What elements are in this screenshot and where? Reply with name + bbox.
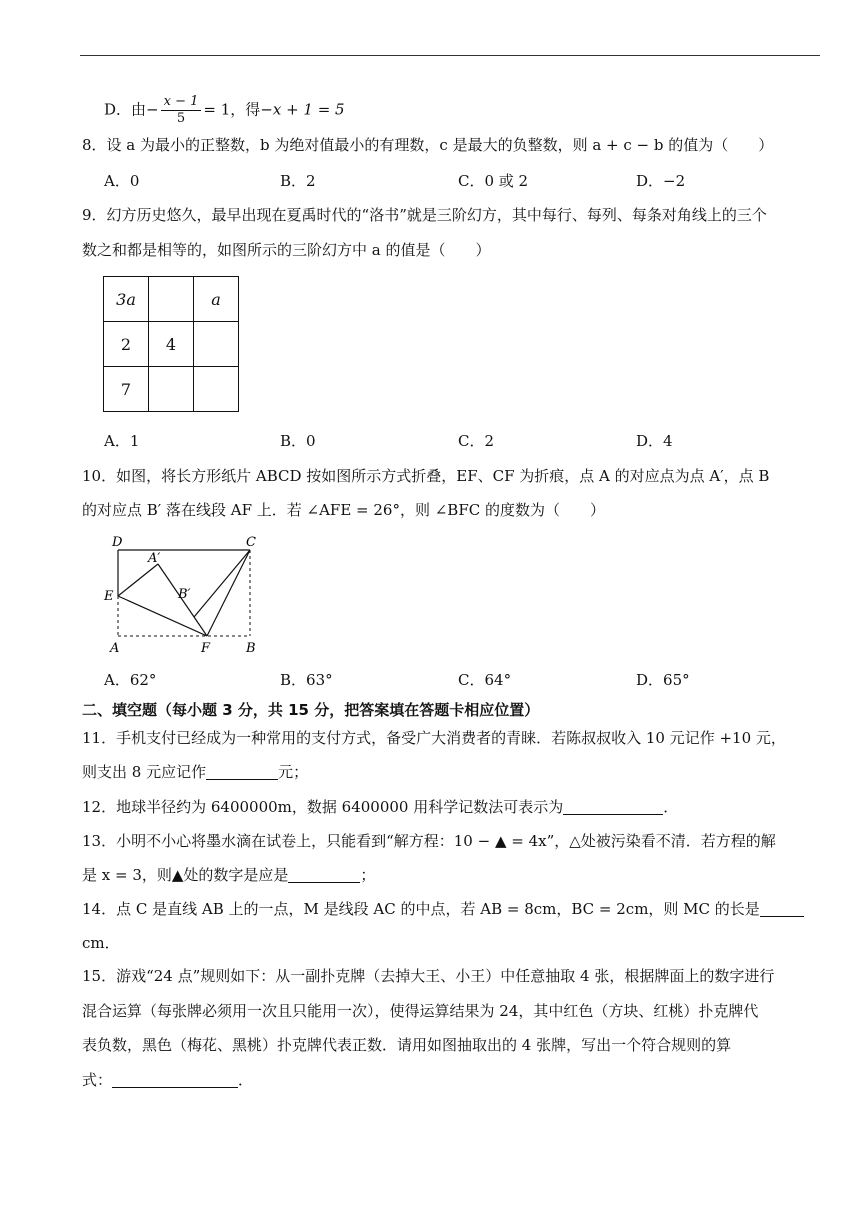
- label-b-prime: B′: [178, 587, 191, 602]
- q7-fraction: [161, 94, 202, 127]
- q15-text-a: 式：: [82, 1071, 113, 1089]
- q12-answer-blank[interactable]: [563, 798, 663, 815]
- q13-text-b: ；: [360, 866, 376, 884]
- header-rule: [80, 55, 820, 56]
- q10-stem-line1: 10．如图，将长方形纸片 ABCD 按如图所示方式折叠，EF、CF 为折痕，点 A 的对应点为点 A′，点 B: [82, 467, 770, 485]
- q7-minus: −: [146, 100, 159, 119]
- q10-stem-line2: 的对应点 B′ 落在线段 AF 上．若 ∠AFE = 26°，则 ∠BFC 的度数为（ ）: [82, 501, 605, 519]
- magic-cell: [149, 277, 194, 322]
- q9-option-c: C．2: [458, 432, 495, 450]
- q7-equals: = 1: [203, 100, 231, 119]
- q8-option-a: A．0: [104, 172, 140, 190]
- folding-figure: [100, 532, 270, 657]
- q7-result: −x + 1 = 5: [260, 100, 345, 119]
- q15-text-b: ．: [238, 1071, 254, 1089]
- label-d: D: [112, 535, 123, 550]
- q7-label: D．由: [104, 100, 147, 119]
- section-2-heading: 二、填空题（每小题 3 分，共 15 分，把答案填在答题卡相应位置）: [82, 701, 540, 719]
- q7-denominator: 5: [176, 111, 186, 126]
- label-a-prime: A′: [148, 551, 161, 566]
- label-f: F: [201, 641, 211, 656]
- q10-option-c: C．64°: [458, 671, 512, 689]
- q11-text-b: 元；: [278, 763, 309, 781]
- q14-answer-blank[interactable]: [760, 900, 804, 917]
- q7-numerator: x − 1: [161, 94, 202, 111]
- q15-stem-line2: 混合运算（每张牌必须用一次且只能用一次），使得运算结果为 24，其中红色（方块、红桃）扑克牌代: [82, 1002, 759, 1020]
- q9-stem-line1: 9．幻方历史悠久，最早出现在夏禹时代的“洛书”就是三阶幻方，其中每行、每列、每条对角线上的三个: [82, 206, 767, 224]
- label-a: A: [110, 641, 120, 656]
- q15-answer-blank[interactable]: [112, 1071, 238, 1088]
- magic-cell: a: [194, 277, 239, 322]
- q7-mid: ，得: [230, 100, 261, 119]
- label-c: C: [246, 535, 256, 550]
- label-e: E: [104, 589, 114, 604]
- q9-option-a: A．1: [104, 432, 140, 450]
- magic-cell: 7: [104, 367, 149, 412]
- q14-stem-line1: [82, 899, 804, 919]
- q9-option-b: B．0: [280, 432, 316, 450]
- q12-text-a: 12．地球半径约为 6400000m，数据 6400000 用科学记数法可表示为: [82, 798, 564, 816]
- magic-cell: 3a: [104, 277, 149, 322]
- q12-text-b: ．: [663, 798, 679, 816]
- q13-text-a: 是 x = 3，则▲处的数字是应是: [82, 866, 289, 884]
- label-b: B: [246, 641, 256, 656]
- q15-stem-line1: 15．游戏“24 点”规则如下：从一副扑克牌（去掉大王、小王）中任意抽取 4 张，根据牌面上的数字进行: [82, 967, 775, 985]
- q13-stem-line2: [82, 865, 375, 885]
- q15-stem-line4: [82, 1070, 253, 1090]
- magic-cell: [194, 322, 239, 367]
- q8-option-c: C．0 或 2: [458, 172, 529, 190]
- magic-cell: [149, 367, 194, 412]
- q7-option-d: [104, 94, 345, 127]
- q11-stem-line2: [82, 762, 308, 782]
- q8-option-d: D．−2: [636, 172, 686, 190]
- magic-cell: 4: [149, 322, 194, 367]
- magic-cell: 2: [104, 322, 149, 367]
- q9-stem-line2: 数之和都是相等的，如图所示的三阶幻方中 a 的值是（ ）: [82, 241, 491, 259]
- q14-stem-line2: cm．: [82, 934, 120, 952]
- q9-option-d: D．4: [636, 432, 673, 450]
- magic-cell: [194, 367, 239, 412]
- q12-stem: [82, 797, 678, 817]
- q13-answer-blank[interactable]: [288, 866, 360, 883]
- segment-ea1: [118, 564, 158, 596]
- q10-option-a: A．62°: [104, 671, 157, 689]
- q13-stem-line1: 13．小明不小心将墨水滴在试卷上，只能看到“解方程：10 − ▲ = 4x”，△处被污染看不清．若方程的解: [82, 832, 776, 850]
- q14-text: 14．点 C 是直线 AB 上的一点，M 是线段 AC 的中点，若 AB = 8cm，BC = 2cm，则 MC 的长是: [82, 900, 760, 918]
- q8-stem: 8．设 a 为最小的正整数，b 为绝对值最小的有理数，c 是最大的负整数，则 a + c − b 的值为（ ）: [82, 136, 774, 154]
- q11-answer-blank[interactable]: [206, 763, 278, 780]
- q11-text-a: 则支出 8 元应记作: [82, 763, 207, 781]
- q8-option-b: B．2: [280, 172, 316, 190]
- magic-square: [103, 276, 239, 412]
- q10-option-b: B．63°: [280, 671, 333, 689]
- q15-stem-line3: 表负数，黑色（梅花、黑桃）扑克牌代表正数．请用如图抽取出的 4 张牌，写出一个符合规则的算: [82, 1036, 732, 1054]
- q10-option-d: D．65°: [636, 671, 690, 689]
- q11-stem-line1: 11．手机支付已经成为一种常用的支付方式，备受广大消费者的青睐．若陈叔叔收入 10 元记作 +10 元，: [82, 729, 786, 747]
